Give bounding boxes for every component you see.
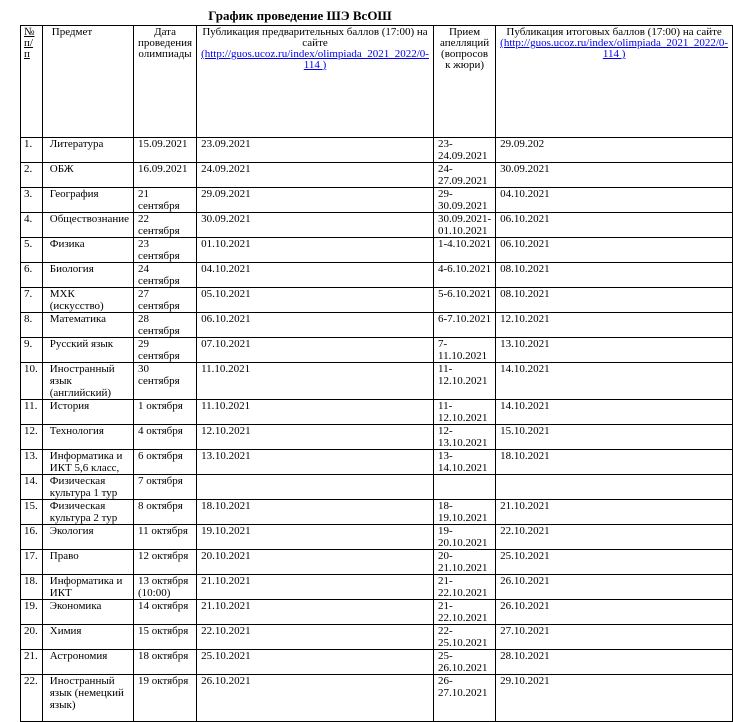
row-subject: Технология — [42, 425, 133, 450]
row-final-date: 27.10.2021 — [496, 625, 733, 650]
row-prelim-date: 30.09.2021 — [197, 213, 434, 238]
header-appeal: Прием апелляций (вопросов к жюри) — [433, 26, 495, 138]
row-prelim-date: 22.10.2021 — [197, 625, 434, 650]
row-date: 28 сентября — [134, 313, 197, 338]
row-date: 18 октября — [134, 650, 197, 675]
row-date: 8 октября — [134, 500, 197, 525]
row-date: 4 октября — [134, 425, 197, 450]
row-appeal-dates: 29-30.09.2021 — [433, 188, 495, 213]
row-prelim-date: 29.09.2021 — [197, 188, 434, 213]
row-date: 30 сентября — [134, 363, 197, 400]
row-prelim-date: 21.10.2021 — [197, 600, 434, 625]
table-row — [21, 238, 733, 263]
row-date: 7 октября — [134, 475, 197, 500]
table-row — [21, 450, 733, 475]
row-final-date: 15.10.2021 — [496, 425, 733, 450]
row-subject: Информатика и ИКТ — [42, 575, 133, 600]
row-appeal-dates: 25-26.10.2021 — [433, 650, 495, 675]
row-final-date: 29.09.202 — [496, 138, 733, 163]
table-row — [21, 650, 733, 675]
row-subject: Физика — [42, 238, 133, 263]
row-subject: ОБЖ — [42, 163, 133, 188]
row-final-date: 08.10.2021 — [496, 263, 733, 288]
row-num: 2. — [21, 163, 43, 188]
row-subject: Экономика — [42, 600, 133, 625]
row-final-date: 22.10.2021 — [496, 525, 733, 550]
row-num: 13. — [21, 450, 43, 475]
row-subject: Информатика и ИКТ 5,6 класс, — [42, 450, 133, 475]
row-num: 19. — [21, 600, 43, 625]
row-num: 7. — [21, 288, 43, 313]
row-appeal-dates: 6-7.10.2021 — [433, 313, 495, 338]
table-row — [21, 525, 733, 550]
row-num: 15. — [21, 500, 43, 525]
row-date: 27 сентября — [134, 288, 197, 313]
row-appeal-dates: 13-14.10.2021 — [433, 450, 495, 475]
row-appeal-dates: 20-21.10.2021 — [433, 550, 495, 575]
row-final-date: 25.10.2021 — [496, 550, 733, 575]
row-num: 18. — [21, 575, 43, 600]
document-title: График проведение ШЭ ВсОШ — [208, 8, 392, 23]
row-final-date: 06.10.2021 — [496, 238, 733, 263]
row-prelim-date: 01.10.2021 — [197, 238, 434, 263]
table-row — [21, 163, 733, 188]
row-appeal-dates: 7-11.10.2021 — [433, 338, 495, 363]
row-appeal-dates: 11-12.10.2021 — [433, 363, 495, 400]
row-subject: Литература — [42, 138, 133, 163]
header-final — [496, 26, 733, 138]
row-final-date: 14.10.2021 — [496, 363, 733, 400]
row-appeal-dates: 22-25.10.2021 — [433, 625, 495, 650]
row-subject: Физическая культура 2 тур — [42, 500, 133, 525]
row-num: 9. — [21, 338, 43, 363]
row-appeal-dates: 21-22.10.2021 — [433, 575, 495, 600]
table-row — [21, 625, 733, 650]
row-appeal-dates: 19-20.10.2021 — [433, 525, 495, 550]
row-final-date: 18.10.2021 — [496, 450, 733, 475]
row-num: 12. — [21, 425, 43, 450]
row-final-date: 28.10.2021 — [496, 650, 733, 675]
row-prelim-date: 25.10.2021 — [197, 650, 434, 675]
row-date: 16.09.2021 — [134, 163, 197, 188]
row-num: 4. — [21, 213, 43, 238]
row-num: 17. — [21, 550, 43, 575]
row-num: 14. — [21, 475, 43, 500]
row-date: 23 сентября — [134, 238, 197, 263]
row-num: 6. — [21, 263, 43, 288]
row-prelim-date: 13.10.2021 — [197, 450, 434, 475]
row-appeal-dates: 12-13.10.2021 — [433, 425, 495, 450]
row-subject: Иностранный язык (немецкий язык) — [42, 675, 133, 722]
olympiad-schedule-table — [20, 25, 733, 722]
row-num: 22. — [21, 675, 43, 722]
row-prelim-date: 04.10.2021 — [197, 263, 434, 288]
row-num: 5. — [21, 238, 43, 263]
row-num: 20. — [21, 625, 43, 650]
row-subject: История — [42, 400, 133, 425]
row-appeal-dates: 11-12.10.2021 — [433, 400, 495, 425]
row-appeal-dates: 26-27.10.2021 — [433, 675, 495, 722]
row-date: 22 сентября — [134, 213, 197, 238]
row-date: 15 октября — [134, 625, 197, 650]
row-date: 14 октября — [134, 600, 197, 625]
table-row — [21, 213, 733, 238]
table-row — [21, 263, 733, 288]
table-row — [21, 425, 733, 450]
header-num: № п/п — [21, 26, 43, 138]
table-row — [21, 338, 733, 363]
row-appeal-dates: 23-24.09.2021 — [433, 138, 495, 163]
header-prelim — [197, 26, 434, 138]
row-appeal-dates — [433, 475, 495, 500]
row-prelim-date: 26.10.2021 — [197, 675, 434, 722]
row-subject: Физическая культура 1 тур — [42, 475, 133, 500]
table-row — [21, 400, 733, 425]
row-final-date: 12.10.2021 — [496, 313, 733, 338]
header-subject: Предмет — [42, 26, 133, 138]
table-row — [21, 138, 733, 163]
row-prelim-date: 06.10.2021 — [197, 313, 434, 338]
row-date: 12 октября — [134, 550, 197, 575]
row-final-date: 30.09.2021 — [496, 163, 733, 188]
row-prelim-date: 24.09.2021 — [197, 163, 434, 188]
row-subject: Химия — [42, 625, 133, 650]
row-prelim-date: 21.10.2021 — [197, 575, 434, 600]
header-prelim-text: Публикация предварительных баллов (17:00) на сайте — [202, 26, 428, 49]
row-date: 11 октября — [134, 525, 197, 550]
table-row — [21, 475, 733, 500]
row-final-date: 14.10.2021 — [496, 400, 733, 425]
table-row — [21, 575, 733, 600]
row-num: 21. — [21, 650, 43, 675]
row-appeal-dates: 4-6.10.2021 — [433, 263, 495, 288]
row-prelim-date: 12.10.2021 — [197, 425, 434, 450]
row-subject: МХК (искусство) — [42, 288, 133, 313]
row-date: 29 сентября — [134, 338, 197, 363]
table-row — [21, 500, 733, 525]
row-num: 8. — [21, 313, 43, 338]
row-final-date: 06.10.2021 — [496, 213, 733, 238]
table-row — [21, 600, 733, 625]
row-prelim-date: 11.10.2021 — [197, 400, 434, 425]
row-appeal-dates: 30.09.2021-01.10.2021 — [433, 213, 495, 238]
row-date: 6 октября — [134, 450, 197, 475]
row-prelim-date: 07.10.2021 — [197, 338, 434, 363]
row-prelim-date: 20.10.2021 — [197, 550, 434, 575]
row-prelim-date: 19.10.2021 — [197, 525, 434, 550]
row-prelim-date — [197, 475, 434, 500]
row-final-date: 26.10.2021 — [496, 600, 733, 625]
row-subject: Биология — [42, 263, 133, 288]
row-subject: Иностранный язык (английский) — [42, 363, 133, 400]
row-num: 16. — [21, 525, 43, 550]
row-final-date: 29.10.2021 — [496, 675, 733, 722]
row-date: 24 сентября — [134, 263, 197, 288]
row-prelim-date: 11.10.2021 — [197, 363, 434, 400]
row-final-date: 08.10.2021 — [496, 288, 733, 313]
row-date: 13 октября (10:00) — [134, 575, 197, 600]
row-subject: Право — [42, 550, 133, 575]
row-prelim-date: 05.10.2021 — [197, 288, 434, 313]
table-row — [21, 363, 733, 400]
row-appeal-dates: 24-27.09.2021 — [433, 163, 495, 188]
row-subject: Экология — [42, 525, 133, 550]
row-subject: Астрономия — [42, 650, 133, 675]
row-final-date: 26.10.2021 — [496, 575, 733, 600]
row-final-date: 04.10.2021 — [496, 188, 733, 213]
row-final-date: 13.10.2021 — [496, 338, 733, 363]
table-row — [21, 675, 733, 722]
final-link[interactable]: (http://guos.ucoz.ru/index/olimpiada_2021_2022/0-114 ) — [500, 37, 729, 60]
header-date: Дата проведения олимпиады — [134, 26, 197, 138]
header-final-text: Публикация итоговых баллов (17:00) на сайте — [506, 26, 722, 38]
table-row — [21, 188, 733, 213]
row-subject: География — [42, 188, 133, 213]
row-appeal-dates: 21-22.10.2021 — [433, 600, 495, 625]
row-num: 11. — [21, 400, 43, 425]
row-date: 1 октября — [134, 400, 197, 425]
header-row — [21, 26, 733, 138]
table-row — [21, 550, 733, 575]
table-row — [21, 288, 733, 313]
row-prelim-date: 18.10.2021 — [197, 500, 434, 525]
prelim-link[interactable]: (http://guos.ucoz.ru/index/olimpiada_2021_2022/0-114 ) — [201, 48, 429, 71]
row-final-date — [496, 475, 733, 500]
row-num: 3. — [21, 188, 43, 213]
row-appeal-dates: 5-6.10.2021 — [433, 288, 495, 313]
row-appeal-dates: 18-19.10.2021 — [433, 500, 495, 525]
row-subject: Русский язык — [42, 338, 133, 363]
row-date: 15.09.2021 — [134, 138, 197, 163]
row-date: 21 сентября — [134, 188, 197, 213]
row-num: 1. — [21, 138, 43, 163]
row-num: 10. — [21, 363, 43, 400]
row-subject: Обществознание — [42, 213, 133, 238]
table-row — [21, 313, 733, 338]
row-subject: Математика — [42, 313, 133, 338]
row-final-date: 21.10.2021 — [496, 500, 733, 525]
row-prelim-date: 23.09.2021 — [197, 138, 434, 163]
row-appeal-dates: 1-4.10.2021 — [433, 238, 495, 263]
row-date: 19 октября — [134, 675, 197, 722]
